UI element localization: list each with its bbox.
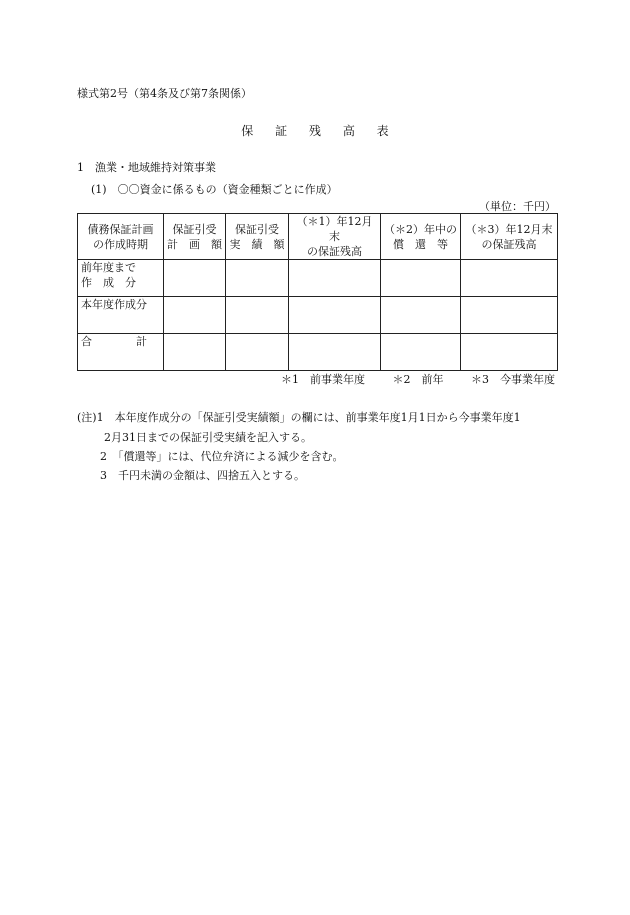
- table-row: [78, 297, 558, 334]
- table-cell: [381, 260, 461, 297]
- table-cell: [226, 297, 289, 334]
- header-cell: （＊3）年12月末 の保証残高: [461, 214, 558, 260]
- table-cell: [289, 334, 381, 371]
- header-cell: （＊1）年12月末 の保証残高: [289, 214, 381, 260]
- note-2: 2 「償還等」には、代位弁済による減少を含む。: [100, 450, 344, 463]
- table-cell: [461, 297, 558, 334]
- note-1: (注)1 本年度作成分の「保証引受実績額」の欄には、前事業年度1月1日から今事業年度1: [77, 411, 521, 424]
- footnote: ＊2 前年: [392, 373, 444, 386]
- header-cell: （＊2）年中の 償 還 等: [381, 214, 461, 260]
- title-char: 残: [308, 124, 321, 138]
- table-footnotes: [281, 371, 555, 387]
- row-label: 合 計: [78, 334, 164, 371]
- table-cell: [289, 297, 381, 334]
- table-cell: [461, 334, 558, 371]
- header-cell: 債務保証計画 の作成時期: [78, 214, 164, 260]
- title-char: 保: [241, 124, 254, 138]
- note-3: 3 千円未満の金額は、四捨五入とする。: [100, 469, 305, 482]
- header-cell: 保証引受 実 績 額: [226, 214, 289, 260]
- subsection-heading: (1) 〇〇資金に係るもの（資金種類ごとに作成）: [91, 183, 338, 196]
- form-number: 様式第2号（第4条及び第7条関係）: [77, 87, 252, 100]
- title-char: 高: [342, 124, 355, 138]
- table-cell: [381, 297, 461, 334]
- table-header-row: [78, 214, 558, 260]
- table-cell: [164, 260, 226, 297]
- guarantee-balance-table: [77, 213, 558, 371]
- title-char: 表: [376, 124, 389, 138]
- section-heading: 1 漁業・地域維持対策事業: [77, 161, 216, 174]
- title-char: 証: [275, 124, 288, 138]
- table-cell: [226, 260, 289, 297]
- document-title: [0, 122, 630, 139]
- table-cell: [164, 334, 226, 371]
- table-cell: [226, 334, 289, 371]
- table-cell: [381, 334, 461, 371]
- note-1-continuation: 2月31日までの保証引受実績を記入する。: [104, 431, 312, 444]
- header-cell: 保証引受 計 画 額: [164, 214, 226, 260]
- row-label: 本年度作成分: [78, 297, 164, 334]
- unit-label: （単位：千円）: [479, 200, 556, 213]
- footnote: ＊3 今事業年度: [471, 373, 555, 386]
- table-row: [78, 260, 558, 297]
- footnote: ＊1 前事業年度: [281, 373, 365, 386]
- table-cell: [164, 297, 226, 334]
- table-cell: [461, 260, 558, 297]
- table-row: [78, 334, 558, 371]
- table-cell: [289, 260, 381, 297]
- row-label: 前年度まで 作 成 分: [78, 260, 164, 297]
